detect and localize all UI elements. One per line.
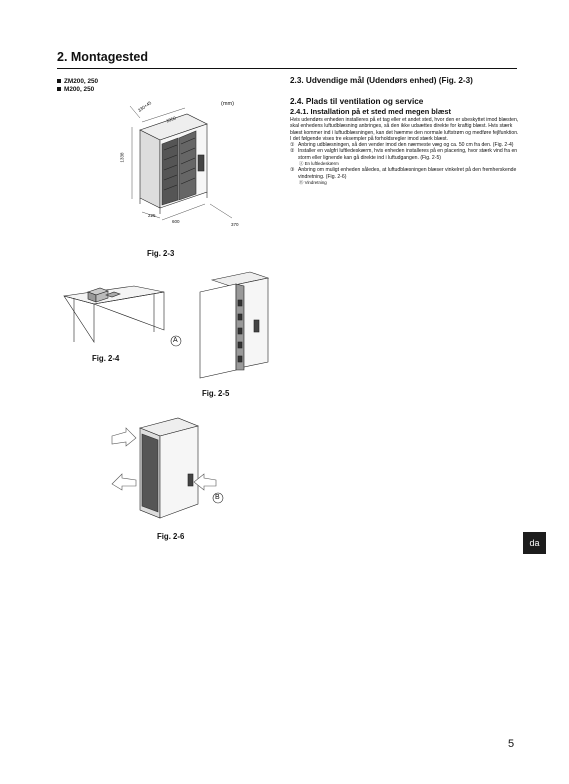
section-title: 2. Montagested [57,50,148,64]
unit-label: (mm) [221,101,235,107]
fig-2-6-drawing [112,414,222,526]
fig-2-5-drawing [190,270,280,382]
marker-a-label: A [173,337,178,344]
list-item: ③ Anbring om muligt enheden således, at luftudblæsningen blæser vinkelret på den fremherskende vindretning. (Fig. 2-6) [290,167,517,180]
fig-2-3-label: Fig. 2-3 [147,249,175,258]
dim-bottom-right: 370 [231,222,239,227]
header-rule [57,68,517,69]
heading-2-4-1: 2.4.1. Installation på et sted med megen blæst [290,107,451,116]
fig-2-3-drawing [112,100,272,240]
fig-2-4-drawing [64,282,164,342]
paragraph: Hvis udendørs enheden installeres på et tag eller et andet sted, hvor den er ubeskyttet imod blæsten, skal enhedens luftudblæsning anbringes, så den ikke udsættes direkte for kraftig blæst. Hvis stærk blæst kommer ind i luftudblæsningen, kan det hæmme den normale luftstrøm og medføre fejlfunktion. [290,117,519,136]
list-item: ② Installer en valgfri luftledeskærm, hvis enheden installeres på en placering, hvor stærk vind fra en storm eller lignende kan gå direkte ind i luftudgangen. (Fig. 2-5) [290,148,518,161]
list-item: ① Anbring udblæsningen, så den vender imod den nærmeste væg og ca. 50 cm fra den. (Fig. 2-4) [290,142,514,149]
model-item: ZM200, 250 [57,78,98,86]
heading-2-3: 2.3. Udvendige mål (Udendørs enhed) (Fig. 2-3) [290,76,473,85]
model-item: M200, 250 [57,86,98,94]
fig-2-6-label: Fig. 2-6 [157,532,185,541]
dim-bottom-left: 225 [148,213,156,218]
marker-b-label: B [215,494,220,501]
page-number: 5 [508,738,515,750]
heading-2-4: 2.4. Plads til ventilation og service [290,97,424,106]
paragraph: I det følgende vises tre eksempler på forholdsregler imod stærk blæst. [290,135,448,142]
list-subitem: Ⓑ Vindretning [299,179,327,185]
model-list [57,78,98,94]
body-text [290,117,522,186]
fig-2-4-label: Fig. 2-4 [92,354,120,363]
dim-bottom-mid: 600 [172,219,180,224]
language-tab: da [523,532,546,554]
dim-height: 1338 [119,152,125,163]
list-subitem: Ⓐ En luftledeskærm [299,161,339,167]
dim-top-width: 1050 [165,115,177,124]
fig-2-5-label: Fig. 2-5 [202,389,230,398]
dim-top-depth: 330+45 [136,100,153,113]
